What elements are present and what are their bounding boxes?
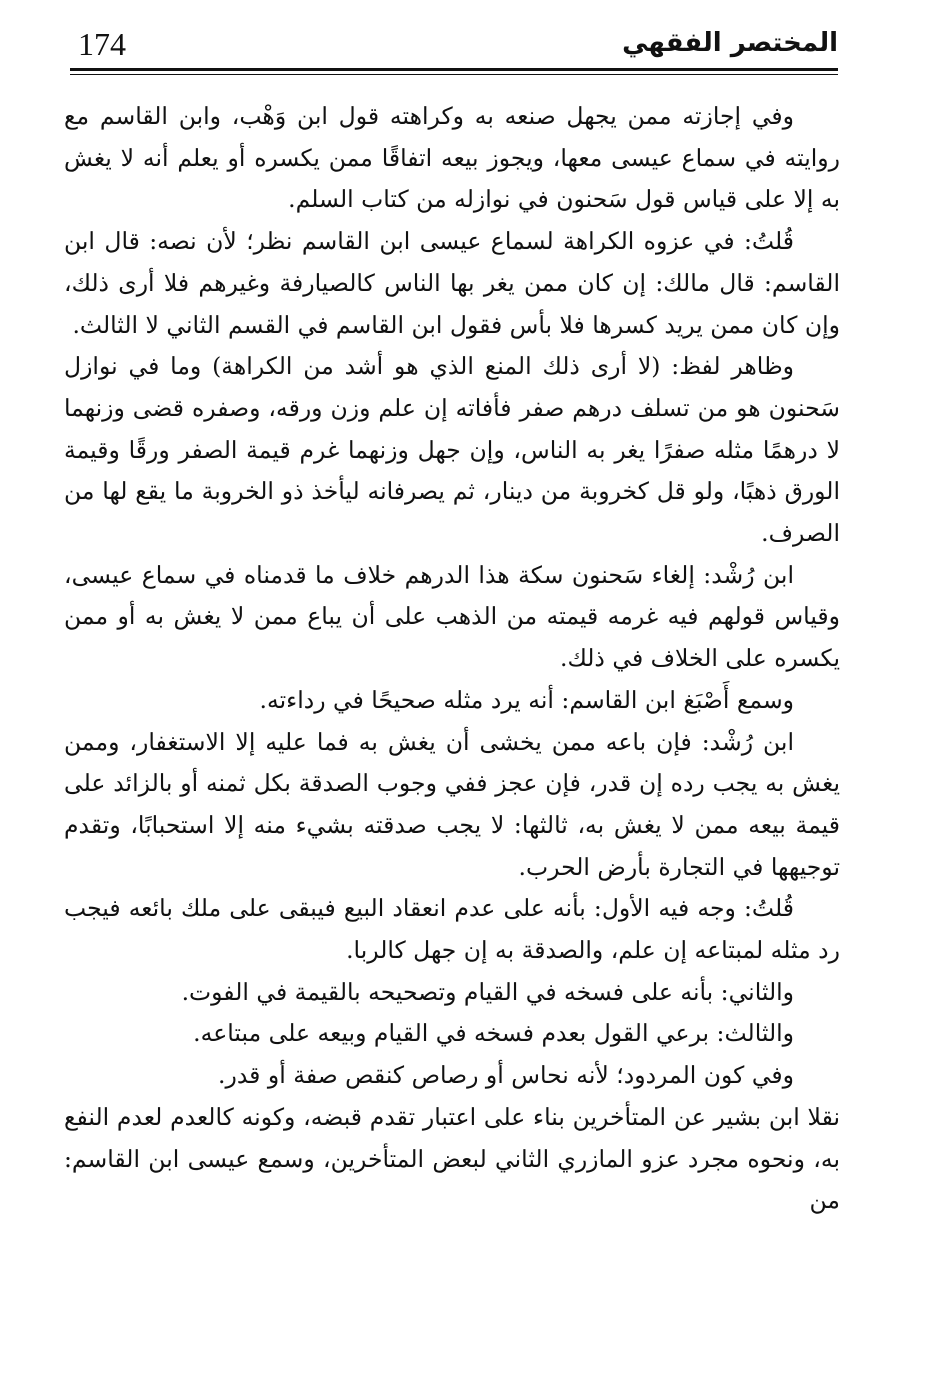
header-rule-thin: [70, 74, 838, 75]
paragraph: والثاني: بأنه على فسخه في القيام وتصحيحه بالقيمة في الفوت.: [181, 977, 794, 1006]
paragraph: نقلا ابن بشير عن المتأخرين بناء على اعتبار تقدم قبضه، وكونه كالعدم لعدم النفع به، ونحوه مجرد عزو المازري الثاني لبعض المتأخرين، وسمع عيسى ابن القاسم: من: [64, 1102, 840, 1215]
paragraph: ابن رُشْد: إلغاء سَحنون سكة هذا الدرهم خلاف ما قدمناه في سماع عيسى، وقياس قولهم فيه غرمه قيمته من الذهب على أن يباع ممن لا يغش به أو ممن يكسره على الخلاف في ذلك.: [64, 560, 840, 673]
paragraph: وفي كون المردود؛ لأنه نحاس أو رصاص كنقص صفة أو قدر.: [218, 1061, 794, 1090]
paragraph: قُلتُ: في عزوه الكراهة لسماع عيسى ابن القاسم نظر؛ لأن نصه: قال ابن القاسم: قال مالك: إن كان ممن يغر بها الناس كالصيارفة وغيرهم فلا أرى ذلك، وإن كان ممن يريد كسرها فلا بأس فقول ابن القاسم في القسم الثاني لا الثالث.: [64, 227, 840, 339]
page-header: [70, 22, 838, 68]
header-rule: [70, 68, 838, 71]
running-title: المختصر الفقهي: [622, 28, 838, 58]
paragraph: والثالث: برعي القول بعدم فسخه في القيام وبيعه على مبتاعه.: [193, 1019, 794, 1048]
paragraph: وسمع أَصْبَغ ابن القاسم: أنه يرد مثله صحيحًا في رداءته.: [259, 685, 794, 714]
body-text: [64, 96, 840, 1366]
paragraph: وفي إجازته ممن يجهل صنعه به وكراهته قول ابن وَهْب، وابن القاسم مع روايته في سماع عيسى معها، ويجوز بيعه اتفاقًا ممن يكسره أو يعلم أنه لا يغش به إلا على قياس قول سَحنون في نوازله من كتاب السلم.: [64, 102, 840, 214]
paragraph: وظاهر لفظ: (لا أرى ذلك المنع الذي هو أشد من الكراهة) وما في نوازل سَحنون هو من تسلف درهم صفر فأفاته إن علم وزن ورقه، وصفره قضى وزنهما لا درهمًا مثله صفرًا يغر به الناس، وإن جهل وزنهما غرم قيمة الصفر ورقًا وقيمة الورق ذهبًا، ولو قل كخروبة من دينار، ثم يصرفانه ليأخذ ذو الخروبة ما يقع لها من الصرف.: [64, 352, 840, 548]
page-number: 174: [78, 26, 126, 62]
paragraph: ابن رُشْد: فإن باعه ممن يخشى أن يغش به فما عليه إلا الاستغفار، وممن يغش به يجب رده إن قدر، فإن عجز ففي وجوب الصدقة بكل ثمنه أو بالزائد على قيمة بيعه ممن لا يغش به، ثالثها: لا يجب صدقته بشيء منه إلا استحبابًا، وتقدم توجيهها في التجارة بأرض الحرب.: [64, 727, 840, 881]
paragraph: قُلتُ: وجه فيه الأول: بأنه على عدم انعقاد البيع فيبقى على ملك بائعه فيجب رد مثله لمبتاعه إن علم، والصدقة به إن جهل كالربا.: [64, 894, 840, 965]
